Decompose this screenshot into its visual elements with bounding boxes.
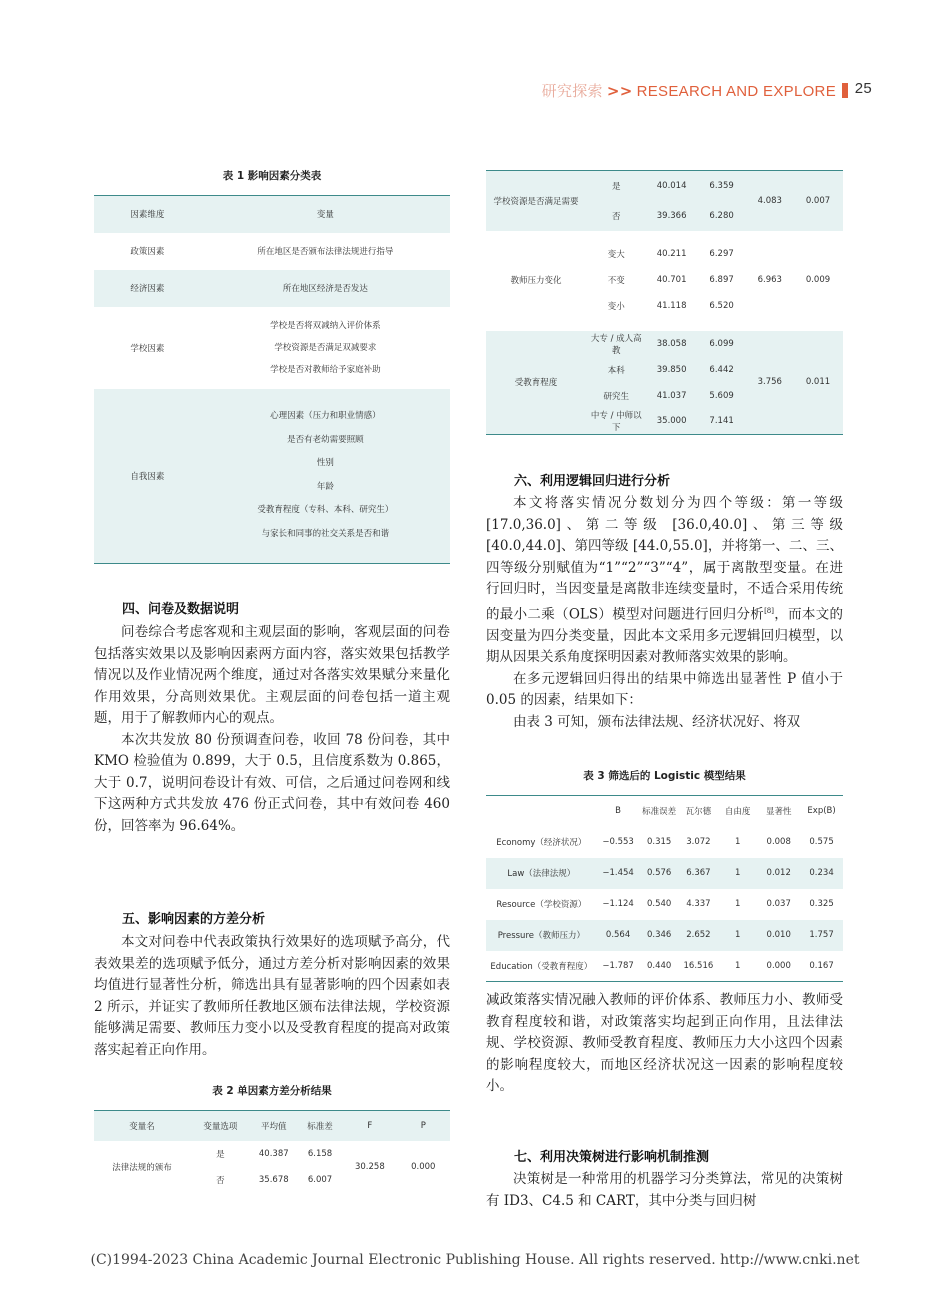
table2-header-cell: 平均值 (251, 1111, 297, 1141)
table-cell: 35.678 (258, 1174, 289, 1185)
table-cell: −1.454 (597, 858, 640, 889)
table-cell: 本科 (586, 357, 647, 383)
table-cell: 否 (216, 1175, 225, 1186)
table-cell: 0.012 (757, 858, 800, 889)
table2-continued (486, 170, 843, 435)
table-cell: 0.576 (640, 858, 679, 889)
table-cell: 38.058 (647, 331, 697, 357)
table-row (486, 171, 843, 201)
table-cell: 是 (216, 1149, 225, 1160)
table-cell: 40.701 (656, 274, 687, 285)
table-cell: 6.158 (307, 1148, 333, 1159)
paragraph (486, 493, 843, 669)
text-run: 本文将落实情况分数划分为四个等级：第一等级 [17.0,36.0]、第二等级 [36.0,40.0]、第三等级 [40.0,44.0]、第四等级 [44.0,55.0]，并将第一、二、三、四等级分别赋值为“1”“2”“3”“4”，属于离散型变量。在进行回归时，当因变量是离散非连续变量时，不适合采用传统的最小二乘（OLS）模型对问题进行回归分析 (486, 495, 843, 622)
table-row (94, 233, 450, 270)
table-row (94, 307, 450, 389)
table-cell: 7.141 (697, 409, 747, 435)
table-cell: 0.009 (805, 274, 831, 285)
table-spacer-row (486, 319, 843, 331)
paragraph: 本文对问卷中代表政策执行效果好的选项赋予高分，代表效果差的选项赋予低分，通过方差分析对影响因素的效果均值进行显著性分析，筛选出具有显著影响的四个因素如表 2 所示，并证实了教师所任教地区颁布法律法规，学校资源能够满足需要、教师压力变小以及受教育程度的提高对政策落实起着正向作用。 (94, 934, 450, 1058)
table-cell: 政策因素 (130, 247, 165, 257)
table-cell: Economy（经济状况） (496, 838, 587, 848)
table-cell: 6.007 (307, 1174, 333, 1185)
table-cell: 0.000 (411, 1161, 436, 1172)
table-cell: 不变 (607, 275, 625, 286)
table-cell: 1 (718, 858, 757, 889)
copyright-footer: (C)1994-2023 China Academic Journal Electronic Publishing House. All rights reserved. http://www.cnki.net (90, 1252, 860, 1268)
paragraph: 问卷综合考虑客观和主观层面的影响，客观层面的问卷包括落实效果以及影响因素两方面内容，落实效果包括教学情况以及作业情况两个维度，通过对各落实效果赋分来量化作用效果，分高则效果优。主观层面的问卷包括一道主观题，用于了解教师内心的观点。 (94, 624, 450, 726)
section5-heading: 五、影响因素的方差分析 (122, 912, 266, 927)
table3-caption: 表 3 筛选后的 Logistic 模型结果 (583, 770, 746, 782)
table-row (486, 889, 843, 920)
table3-block (486, 768, 843, 982)
cell-line: 心理因素（压力和职业情感） (270, 411, 381, 422)
table1-caption: 表 1 影响因素分类表 (222, 170, 322, 182)
table-cell: 3.072 (686, 837, 711, 847)
table3 (486, 795, 843, 982)
table-cell: 4.337 (686, 899, 711, 909)
paragraph: 减政策落实情况融入教师的评价体系、教师压力小、教师受教育程度较和谐，对政策落实均起到正向作用，且法律法规、学校资源、教师受教育程度、教师压力大小这四个因素的影响程度较大，而地区经济状况这一因素的影响程度较小。 (486, 992, 843, 1094)
table-cell: 1 (734, 960, 741, 971)
table-cell: 是 (586, 171, 647, 201)
page-number: 25 (854, 80, 872, 97)
table-cell: 0.325 (809, 899, 834, 909)
table-cell: 2.652 (679, 920, 718, 951)
cell-line: 性别 (316, 458, 334, 469)
table-row (94, 1141, 450, 1167)
table-cell: 0.540 (646, 899, 672, 909)
table-cell: 39.850 (647, 357, 697, 383)
table-cell: 30.258 (354, 1161, 385, 1172)
section4-heading: 四、问卷及数据说明 (122, 602, 240, 617)
table-cell: 0.564 (597, 920, 640, 951)
cell-line: 学校资源是否满足双减要求 (274, 342, 377, 353)
cell-line: 学校是否对教师给予家庭补助 (270, 364, 381, 375)
table-cell: 6.520 (709, 300, 734, 311)
table-cell: Resource（学校资源） (496, 900, 587, 910)
table-row (94, 196, 450, 233)
section6-heading: 六、利用逻辑回归进行分析 (514, 474, 671, 489)
table1-header-factor: 因素维度 (94, 196, 201, 233)
section6-continued (486, 990, 843, 1098)
table-cell: 0.010 (757, 920, 800, 951)
paragraph: 决策树是一种常用的机器学习分类算法，常见的决策树有 ID3、C4.5 和 CART，其中分类与回归树 (486, 1171, 843, 1209)
table-cell: 0.346 (640, 920, 679, 951)
table-row (486, 951, 843, 982)
text-run: ，而本文的因变量为四分类变量，因此本文采用多元逻辑回归模型，以期从因果关系角度探明因素对教师落实效果的影响。 (486, 606, 844, 665)
table-row (486, 858, 843, 889)
table-cell: −1.787 (602, 960, 634, 971)
section4-body (94, 622, 450, 837)
table-cell: 40.014 (647, 171, 697, 201)
table3-header-cell: 瓦尔德 (685, 807, 712, 818)
table-cell: 研究生 (586, 383, 647, 409)
table-cell: 1 (734, 899, 741, 909)
table2-block (94, 1083, 450, 1193)
table-cell: 35.000 (647, 409, 697, 435)
table-cell: 16.516 (683, 960, 714, 971)
citation-ref: [8] (764, 606, 774, 615)
table-cell: 41.118 (656, 300, 687, 311)
table3-header-cell: Exp(B) (807, 806, 836, 817)
cell-line: 是否有老幼需要照顾 (287, 434, 364, 445)
table-cell: 0.315 (646, 837, 672, 847)
table-cell: 受教育程度 (486, 331, 586, 435)
table-row (486, 827, 843, 858)
table-row (94, 389, 450, 564)
table-cell: 6.359 (697, 171, 747, 201)
table-cell: 经济因素 (94, 270, 201, 307)
table-cell: 0.000 (766, 960, 791, 971)
table2-header-cell: 变量名 (94, 1111, 190, 1141)
table1 (94, 195, 450, 564)
cell-line: 受教育程度（专科、本科、研究生） (257, 505, 394, 516)
paragraph: 在多元逻辑回归得出的结果中筛选出显著性 P 值小于 0.05 的因素，结果如下： (486, 670, 843, 708)
header-bar-icon (842, 83, 848, 98)
cell-line: 年龄 (316, 481, 334, 492)
table-cell: 3.756 (747, 331, 793, 435)
table-cell (201, 307, 450, 389)
table-cell: Law（法律法规） (486, 858, 597, 889)
table1-block (94, 168, 450, 564)
table-cell: 否 (586, 201, 647, 231)
table-cell: 教师压力变化 (510, 275, 562, 286)
table-cell: 6.280 (697, 201, 747, 231)
table3-header-cell: 自由度 (724, 807, 751, 818)
table-cell: 中专 / 中师以下 (586, 409, 647, 435)
table-cell: Pressure（教师压力） (486, 920, 597, 951)
table-cell: 1 (734, 837, 741, 847)
table-row (94, 1111, 450, 1141)
table-row (486, 331, 843, 357)
table2-part2 (486, 170, 843, 435)
table-cell: 学校资源是否满足需要 (486, 171, 586, 231)
table2-header-cell: P (397, 1111, 450, 1141)
table-cell: −1.124 (602, 899, 634, 909)
table3-header-cell: B (615, 806, 621, 817)
table-cell: 法律法规的颁布 (112, 1162, 172, 1173)
table-cell: 0.007 (793, 171, 843, 231)
section6-body (486, 493, 843, 733)
table2-part1 (94, 1110, 450, 1193)
table3-header-cell (486, 796, 597, 827)
table2-caption: 表 2 单因素方差分析结果 (212, 1085, 332, 1097)
table3-header-cell: 标准误差 (642, 807, 677, 818)
table-cell: 0.011 (793, 331, 843, 435)
table-cell: 0.575 (809, 837, 834, 847)
paragraph: 本次共发放 80 份预调查问卷，收回 78 份问卷，其中 KMO 检验值为 0.899，大于 0.5，且信度系数为 0.865，大于 0.7，说明问卷设计有效、可信，之后通过问卷网和线下这两种方式共发放 476 份正式问卷，其中有效问卷 460 份，回答率为 96.64%。 (94, 731, 450, 834)
table-row (486, 920, 843, 951)
table-cell: 1.757 (800, 920, 843, 951)
table-cell: 0.037 (766, 899, 791, 909)
table-cell: 39.366 (647, 201, 697, 231)
table-cell: 0.440 (646, 960, 672, 971)
table-row (94, 270, 450, 307)
running-header (541, 80, 872, 101)
section7-heading: 七、利用决策树进行影响机制推测 (514, 1150, 710, 1165)
table-cell: −0.553 (602, 837, 634, 847)
table-cell: 1 (718, 920, 757, 951)
table-cell: 4.083 (747, 171, 793, 231)
section5-body (94, 932, 450, 1061)
section-title-en: RESEARCH AND EXPLORE (636, 83, 836, 100)
table-cell: 6.442 (697, 357, 747, 383)
table-cell: 大专 / 成人高教 (586, 331, 647, 357)
table-row (486, 796, 843, 827)
table-cell: 6.367 (679, 858, 718, 889)
table-cell: 5.609 (697, 383, 747, 409)
table-cell: 0.234 (800, 858, 843, 889)
section-title-cn: 研究探索 (541, 82, 603, 100)
table-cell: 0.008 (766, 837, 791, 847)
table-cell: 学校因素 (130, 343, 165, 354)
table1-header-var: 变量 (201, 196, 450, 233)
table-spacer (486, 319, 843, 331)
table-spacer-row (486, 231, 843, 241)
table-cell: 所在地区是否颁布法律法规进行指导 (257, 247, 394, 257)
table-cell: 6.297 (709, 248, 734, 259)
table3-header-cell: 显著性 (765, 807, 792, 818)
table2-header-cell: 标准差 (297, 1111, 343, 1141)
header-arrows: >> (606, 82, 633, 100)
table-cell: Education（受教育程度） (490, 961, 593, 972)
table-cell: 6.099 (697, 331, 747, 357)
table-cell: 40.211 (656, 248, 687, 259)
table2-header-cell: 变量选项 (190, 1111, 251, 1141)
table-cell: 所在地区经济是否发达 (201, 270, 450, 307)
table-cell: 变大 (607, 249, 625, 260)
table-cell: 41.037 (647, 383, 697, 409)
table-cell: 自我因素 (94, 389, 201, 564)
table-cell: 0.167 (809, 960, 834, 971)
table2-header-cell: F (343, 1111, 396, 1141)
table-cell: 6.897 (709, 274, 734, 285)
section7-body (486, 1169, 843, 1212)
table-row (486, 241, 843, 267)
cell-line: 与家长和同事的社交关系是否和谐 (261, 528, 390, 539)
paragraph: 由表 3 可知，颁布法律法规、经济状况好、将双 (513, 713, 801, 730)
table-spacer (486, 231, 843, 241)
table-cell (201, 389, 450, 564)
table-cell: 6.963 (757, 274, 782, 285)
table-cell: 40.387 (258, 1148, 289, 1159)
table-cell: 变小 (607, 301, 625, 312)
cell-line: 学校是否将双减纳入评价体系 (270, 320, 381, 331)
